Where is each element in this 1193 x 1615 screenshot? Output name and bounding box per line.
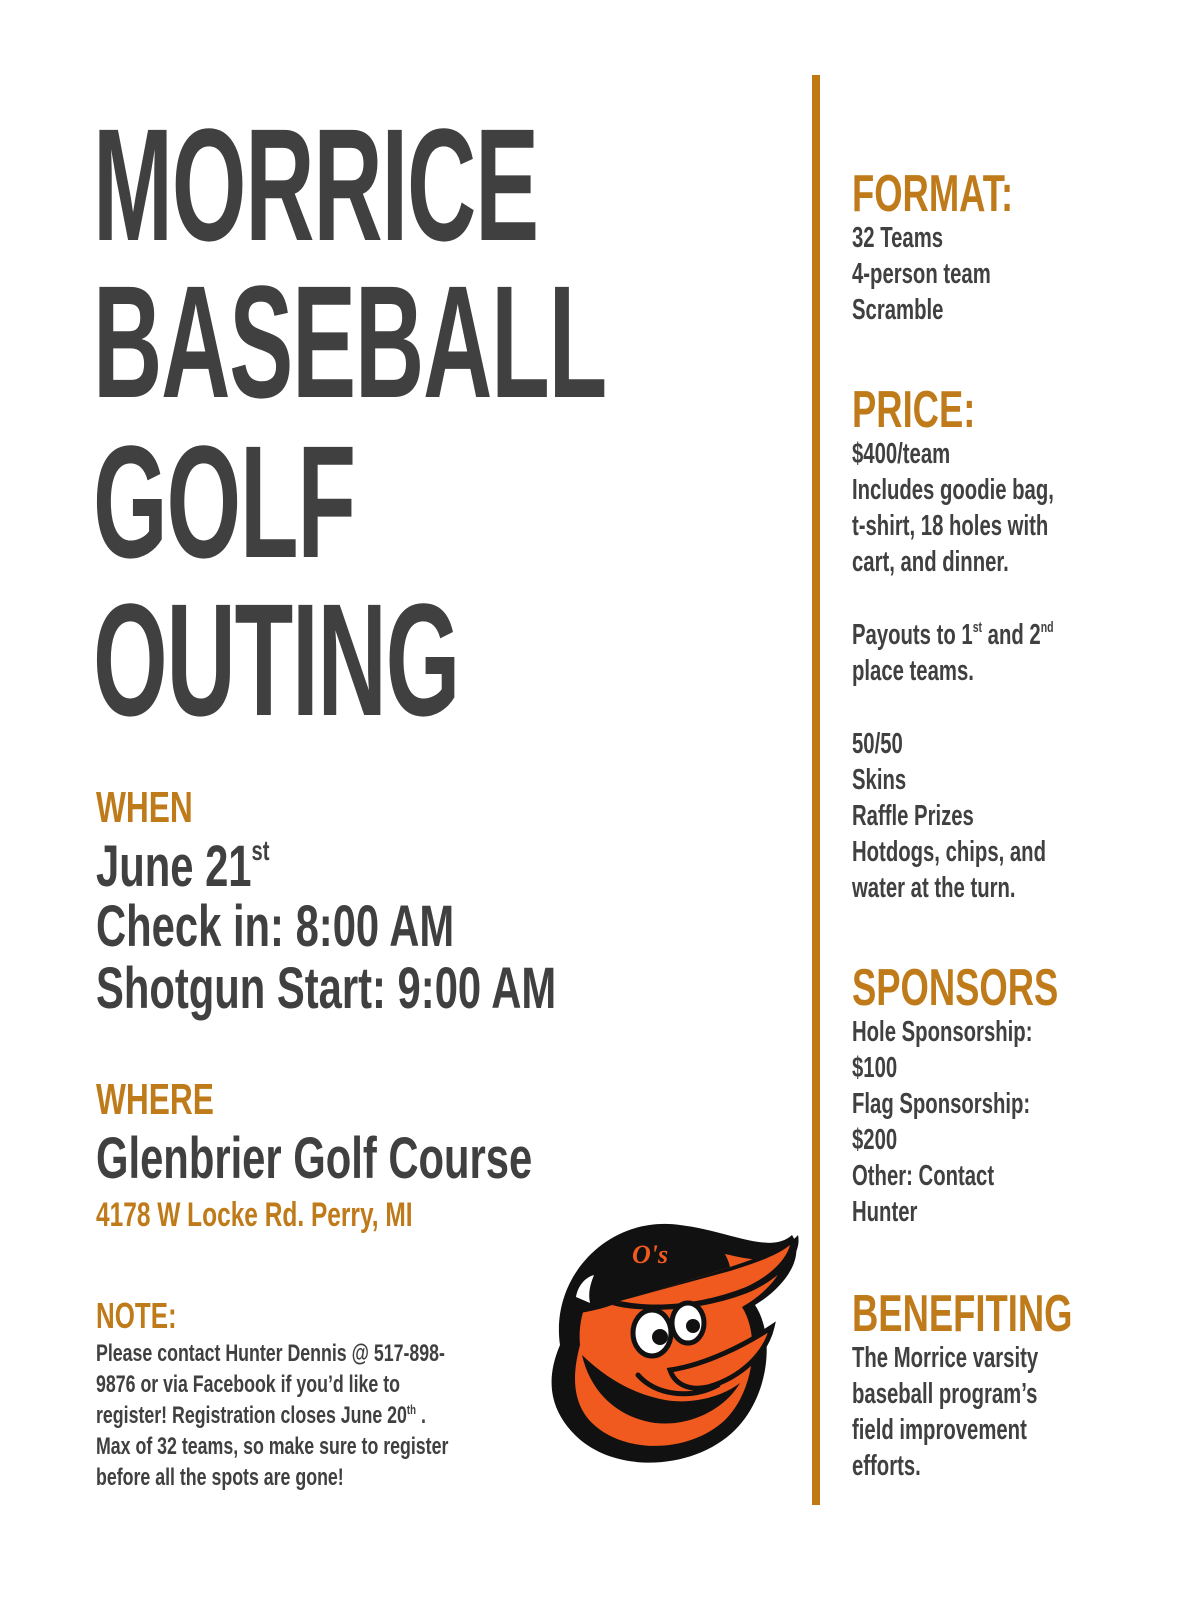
benefiting-line-1: The Morrice varsity [852,1342,1039,1374]
when-heading: WHEN [96,783,193,832]
event-date: June 21st [96,834,270,899]
note-line-3: register! Registration closes June 20th . [96,1402,426,1429]
benefiting-line-2: baseball program’s [852,1378,1038,1410]
format-line-2: 4-person team [852,258,991,290]
venue-address: 4178 W Locke Rd. Perry, MI [96,1196,413,1234]
benefiting-heading: BENEFITING [852,1285,1073,1343]
title-line-2: BASEBALL [93,252,607,431]
oriole-bird-icon [520,1195,810,1485]
sponsor-line-2: $100 [852,1052,898,1084]
check-in-time: Check in: 8:00 AM [96,894,455,959]
price-line-1: $400/team [852,438,951,470]
extras-line-2: Skins [852,764,907,796]
extras-line-3: Raffle Prizes [852,800,974,832]
price-heading: PRICE: [852,381,976,439]
format-details [852,220,991,328]
note-body [96,1338,510,1493]
extras [852,726,1046,906]
sponsor-line-5: Other: Contact [852,1160,995,1192]
format-heading: FORMAT: [852,165,1014,223]
format-line-3: Scramble [852,294,944,326]
format-line-1: 32 Teams [852,222,944,254]
sponsor-line-6: Hunter [852,1196,918,1228]
where-heading: WHERE [96,1075,214,1124]
benefiting-details [852,1340,1038,1484]
cap-logo-text: O's [632,1240,669,1269]
note-heading: NOTE: [96,1295,177,1336]
shotgun-start-time: Shotgun Start: 9:00 AM [96,956,557,1021]
extras-line-4: Hotdogs, chips, and [852,836,1046,868]
benefiting-line-3: field improvement [852,1414,1027,1446]
title-line-3: GOLF [93,412,355,591]
price-line-2: Includes goodie bag, [852,474,1054,506]
payouts [852,617,1054,689]
price-details [852,436,1054,580]
note-line-1: Please contact Hunter Dennis @ 517-898- [96,1340,445,1367]
price-line-3: t-shirt, 18 holes with [852,510,1049,542]
note-line-2: 9876 or via Facebook if you’d like to [96,1371,401,1398]
venue-name: Glenbrier Golf Course [96,1126,533,1191]
extras-line-1: 50/50 [852,728,903,760]
payout-line-2: place teams. [852,655,974,687]
column-divider [812,75,820,1505]
sponsor-line-1: Hole Sponsorship: [852,1016,1033,1048]
sponsor-line-4: $200 [852,1124,898,1156]
title-line-4: OUTING [93,570,460,749]
sponsor-line-3: Flag Sponsorship: [852,1088,1031,1120]
sponsor-details [852,1014,1032,1230]
benefiting-line-4: efforts. [852,1450,921,1482]
price-line-4: cart, and dinner. [852,546,1009,578]
note-line-5: before all the spots are gone! [96,1464,344,1491]
extras-line-5: water at the turn. [852,872,1016,904]
sponsors-heading: SPONSORS [852,959,1059,1017]
title-line-1: MORRICE [93,95,538,274]
payout-line-1: Payouts to 1st and 2nd [852,619,1054,651]
note-line-4: Max of 32 teams, so make sure to register [96,1433,449,1460]
